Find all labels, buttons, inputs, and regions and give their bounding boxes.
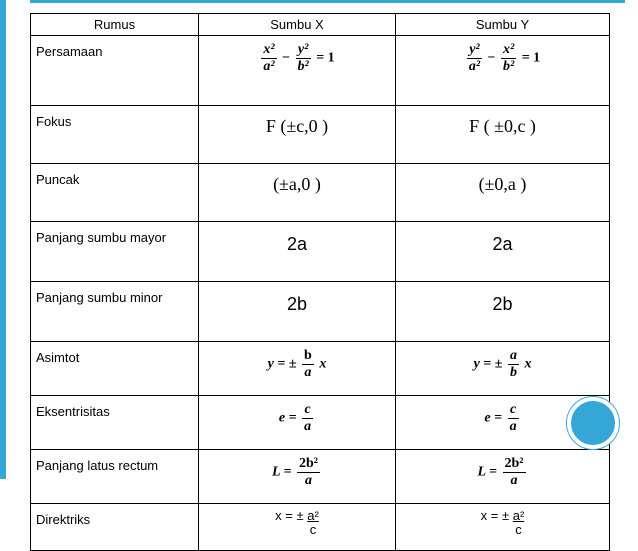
latus-y-formula — [396, 450, 610, 504]
formula-prefix: e = — [278, 410, 297, 426]
fraction — [501, 42, 516, 75]
fraction-denominator: b² — [503, 59, 515, 74]
puncak-x-value: (±a,0 ) — [199, 164, 396, 222]
fraction-numerator: a² — [512, 508, 525, 523]
fraction — [297, 456, 320, 489]
fraction-numerator: x² — [503, 42, 515, 57]
formula-prefix: y = ± — [267, 356, 297, 372]
fraction-denominator: a — [305, 473, 312, 488]
decorative-circle — [567, 397, 619, 449]
hyperbola-formula-table — [30, 13, 610, 551]
top-accent-line — [30, 0, 625, 3]
row-label-fokus: Fokus — [31, 106, 199, 164]
table-row — [31, 342, 610, 396]
row-label-sumbu-minor: Panjang sumbu minor — [31, 282, 199, 342]
table-header-row — [31, 14, 610, 36]
fraction-denominator: a² — [468, 59, 481, 74]
row-label-latus-rectum: Panjang latus rectum — [31, 450, 199, 504]
formula-prefix: x = ± — [480, 508, 510, 523]
formula-prefix: L = — [272, 464, 292, 480]
latus-x-formula — [199, 450, 396, 504]
table-row — [31, 164, 610, 222]
mayor-x-value: 2a — [199, 222, 396, 282]
row-label-asimtot: Asimtot — [31, 342, 199, 396]
fraction — [503, 456, 526, 489]
minor-y-value: 2b — [396, 282, 610, 342]
direktriks-x-formula — [199, 504, 396, 551]
fraction-denominator: a — [304, 419, 312, 434]
fraction — [513, 509, 525, 537]
formula-prefix: y = ± — [473, 356, 503, 372]
table-row — [31, 36, 610, 106]
header-rumus: Rumus — [31, 14, 199, 36]
puncak-y-value: (±0,a ) — [396, 164, 610, 222]
fraction-numerator: y² — [296, 42, 311, 59]
fraction — [296, 42, 311, 75]
fraction — [307, 509, 319, 537]
fraction-numerator: a — [509, 348, 517, 363]
equals-one: = 1 — [521, 50, 541, 66]
asimtot-y-formula — [396, 342, 610, 396]
fraction — [302, 402, 313, 435]
row-label-direktriks: Direktriks — [31, 504, 199, 551]
fraction — [261, 42, 276, 75]
fraction-numerator: c — [508, 402, 519, 419]
header-sumbu-x: Sumbu X — [199, 14, 396, 36]
fraction-numerator: a² — [307, 508, 319, 523]
persamaan-x-formula — [199, 36, 396, 106]
minor-x-value: 2b — [199, 282, 396, 342]
fraction-numerator: 2b² — [299, 456, 318, 471]
fokus-x-value: F (±c,0 ) — [199, 106, 396, 164]
eksentrisitas-x-formula — [199, 396, 396, 450]
left-accent-bar — [0, 0, 6, 479]
fraction-denominator: a — [510, 473, 518, 488]
fraction-denominator: c — [309, 522, 317, 537]
row-label-persamaan: Persamaan — [31, 36, 199, 106]
fraction-numerator: b — [304, 348, 312, 363]
fraction — [508, 402, 519, 435]
row-label-sumbu-mayor: Panjang sumbu mayor — [31, 222, 199, 282]
fraction — [467, 42, 482, 75]
equals-one: = 1 — [316, 50, 335, 66]
minus-sign: − — [282, 50, 290, 66]
formula-suffix: x — [524, 356, 532, 372]
fraction-denominator: a — [509, 419, 517, 434]
fraction-numerator: 2b² — [504, 456, 524, 471]
fraction-denominator: b² — [297, 59, 309, 74]
formula-prefix: L = — [477, 464, 498, 480]
fraction-denominator: b — [509, 365, 517, 380]
row-label-puncak: Puncak — [31, 164, 199, 222]
fraction-numerator: y² — [467, 42, 482, 59]
formula-prefix: e = — [484, 410, 503, 426]
fraction — [508, 348, 519, 381]
persamaan-y-formula — [396, 36, 610, 106]
table-row — [31, 282, 610, 342]
mayor-y-value: 2a — [396, 222, 610, 282]
fraction-numerator: x² — [263, 42, 275, 57]
table-row — [31, 504, 610, 551]
header-sumbu-y: Sumbu Y — [396, 14, 610, 36]
direktriks-y-formula — [396, 504, 610, 551]
fraction-denominator: c — [515, 522, 522, 537]
fokus-y-value: F ( ±0,c ) — [396, 106, 610, 164]
table-row — [31, 396, 610, 450]
fraction — [302, 348, 314, 381]
table-row — [31, 450, 610, 504]
table-row — [31, 106, 610, 164]
row-label-eksentrisitas: Eksentrisitas — [31, 396, 199, 450]
fraction-denominator: a² — [263, 59, 275, 74]
minus-sign: − — [487, 50, 496, 66]
table-row — [31, 222, 610, 282]
formula-prefix: x = ± — [275, 508, 304, 523]
asimtot-x-formula — [199, 342, 396, 396]
formula-suffix: x — [319, 356, 327, 372]
fraction-denominator: a — [304, 365, 312, 380]
fraction-numerator: c — [302, 402, 313, 419]
